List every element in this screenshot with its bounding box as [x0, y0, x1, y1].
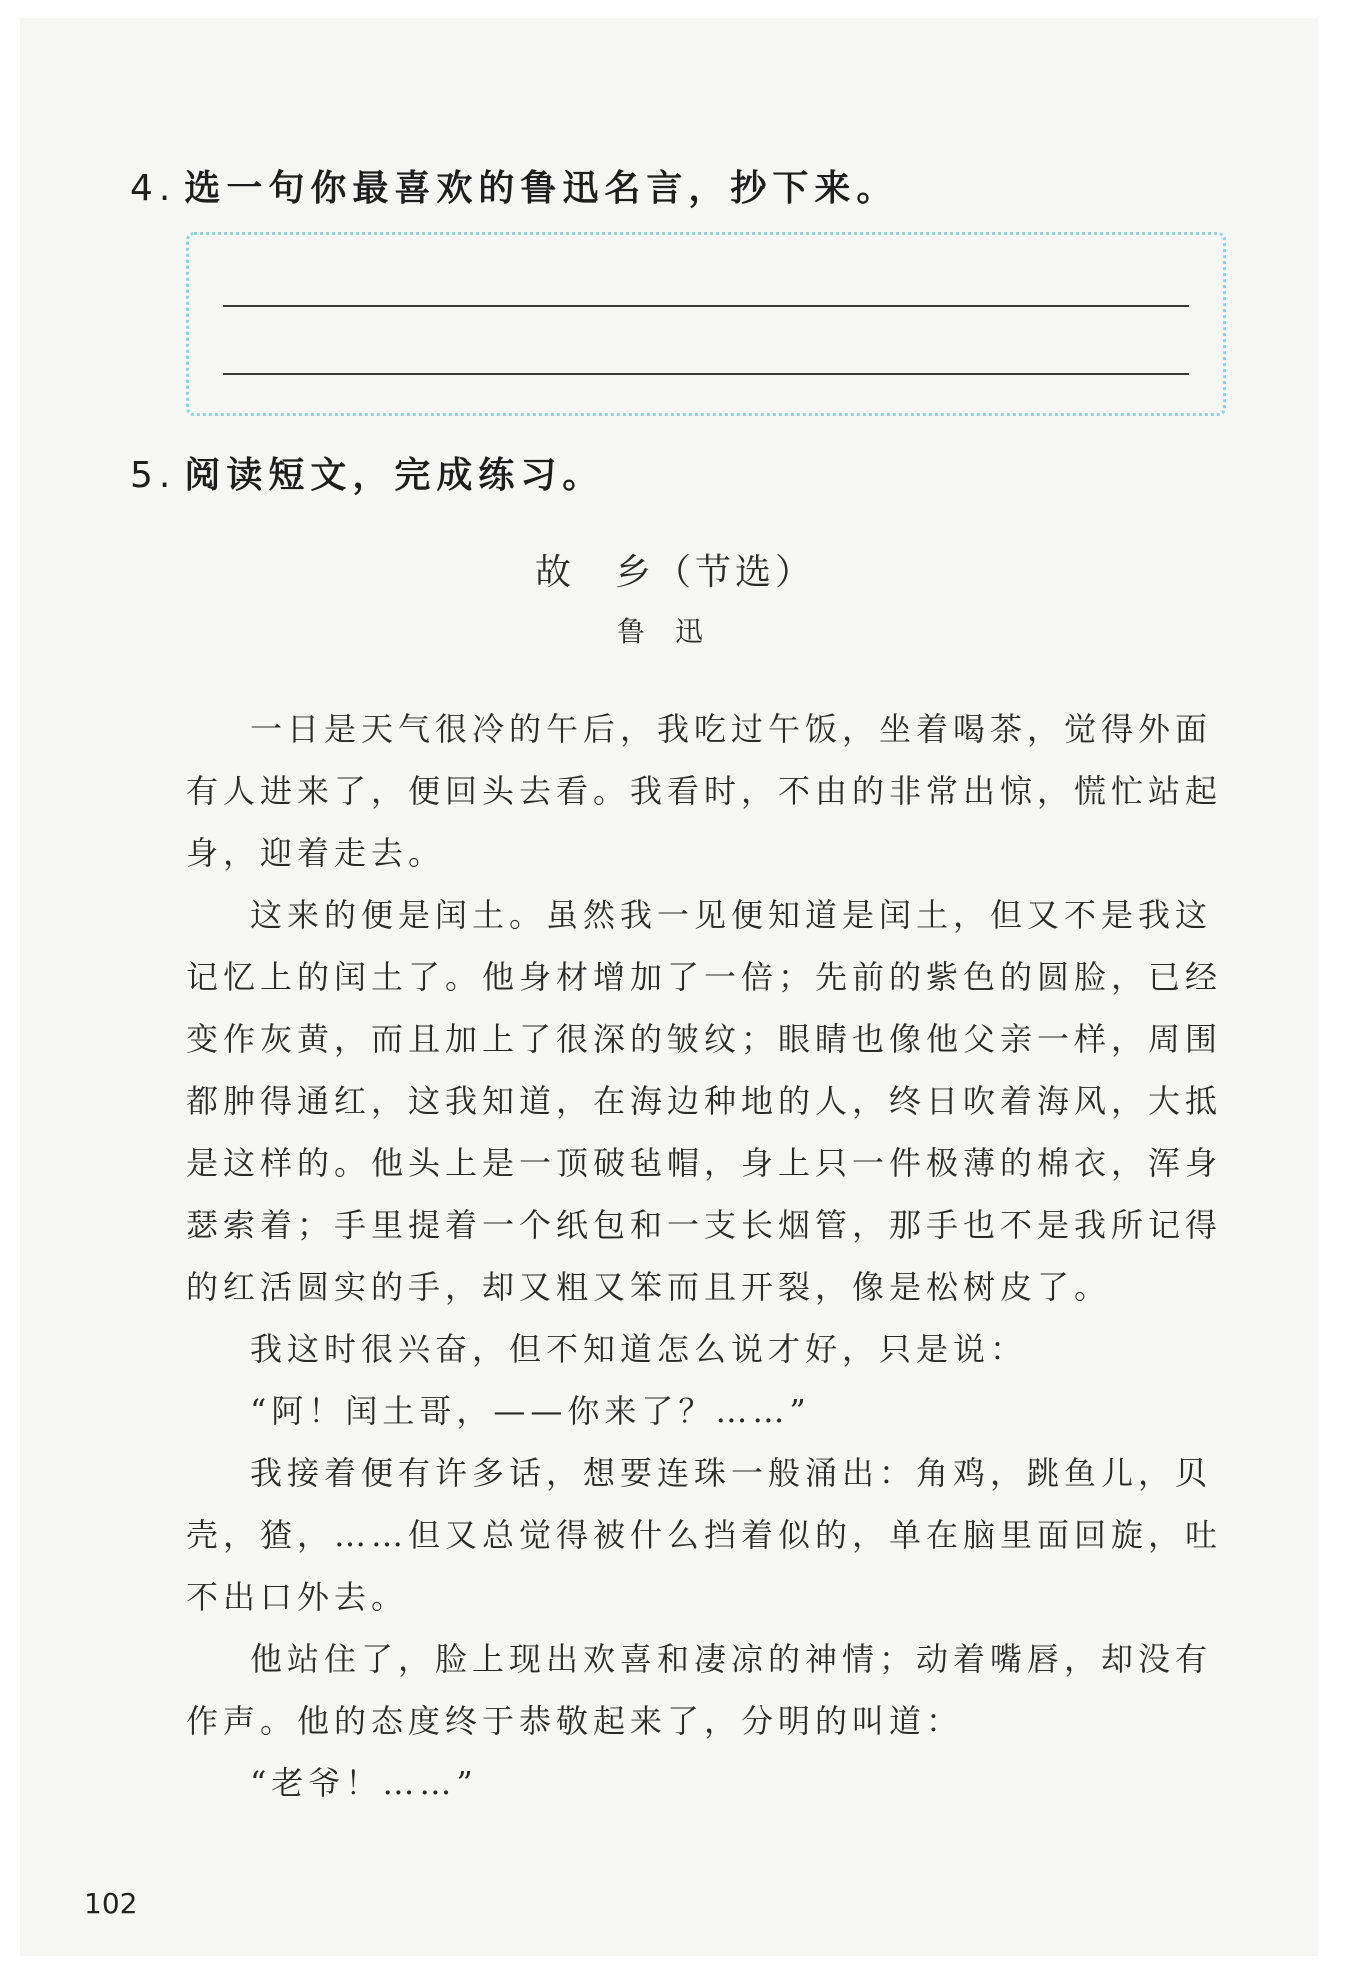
- paragraph-3: 我这时很兴奋，但不知道怎么说才好，只是说：: [250, 1330, 1028, 1368]
- paragraph-6: 他站住了，脸上现出欢喜和凄凉的神情；动着嘴唇，却没有作声。他的态度终于恭敬起来了，分明的叫道：: [186, 1640, 1213, 1740]
- paragraph-7: “老爷！……”: [250, 1764, 478, 1802]
- answer-line-1[interactable]: [223, 305, 1189, 307]
- paragraph-1: 一日是天气很冷的午后，我吃过午饭，坐着喝茶，觉得外面有人进来了，便回头去看。我看时，不由的非常出惊，慌忙站起身，迎着走去。: [186, 710, 1223, 872]
- answer-line-2[interactable]: [223, 373, 1189, 375]
- question-5-number: 5.: [130, 455, 177, 496]
- answer-box: [186, 232, 1226, 416]
- question-4-number: 4.: [130, 168, 177, 209]
- paragraph-2: 这来的便是闰土。虽然我一见便知道是闰土，但又不是我这记忆上的闰土了。他身材增加了一倍；先前的紫色的圆脸，已经变作灰黄，而且加上了很深的皱纹；眼睛也像他父亲一样，周围都肿得通红，这我知道，在海边种地的人，终日吹着海风，大抵是这样的。他头上是一顶破毡帽，身上只一件极薄的棉衣，浑身瑟索着；手里提着一个纸包和一支长烟管，那手也不是我所记得的红活圆实的手，却又粗又笨而且开裂，像是松树皮了。: [186, 896, 1223, 1306]
- paragraph-4: “阿！闰土哥，——你来了？……”: [250, 1392, 811, 1430]
- paragraph-5: 我接着便有许多话，想要连珠一般涌出：角鸡，跳鱼儿，贝壳，猹，……但又总觉得被什么挡着似的，单在脑里面回旋，吐不出口外去。: [186, 1454, 1223, 1616]
- question-5: [130, 447, 604, 498]
- question-5-text: 阅读短文，完成练习。: [184, 455, 605, 496]
- passage-body: [186, 698, 1232, 1814]
- passage-title: 故 乡（节选）: [534, 552, 815, 593]
- page-number: 102: [84, 1887, 138, 1920]
- question-4: [130, 160, 898, 211]
- passage-author: 鲁迅: [616, 615, 733, 648]
- question-4-text: 选一句你最喜欢的鲁迅名言，抄下来。: [184, 168, 899, 209]
